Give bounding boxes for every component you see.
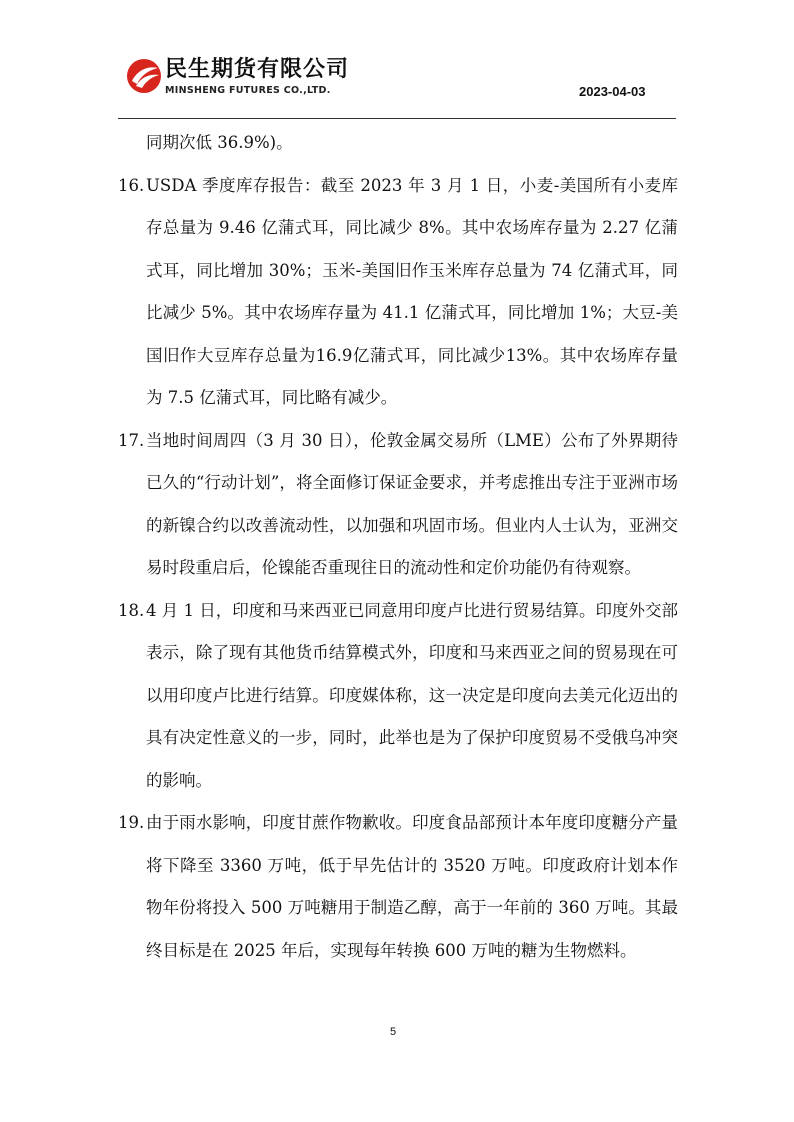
company-logo — [125, 57, 365, 101]
report-date: 2023-04-03 — [579, 84, 646, 99]
item-text: USDA 季度库存报告：截至 2023 年 3 月 1 日，小麦-美国所有小麦库存总量为 9.46 亿蒲式耳，同比减少 8%。其中农场库存量为 2.27 亿蒲式耳，同比增加 30%；玉米-美国旧作玉米库存总量为 74 亿蒲式耳，同比减少 5%。其中农场库存量为 41.1 亿蒲式耳，同比增加 1%；大豆-美国旧作大豆库存总量为16.9亿蒲式耳，同比减少13%。其中农场库存量为 7.5 亿蒲式耳，同比略有减少。 — [146, 175, 678, 407]
document-body — [118, 122, 678, 972]
continuation-paragraph — [118, 122, 678, 165]
item-number: 17. — [118, 430, 145, 450]
page-number: 5 — [390, 1026, 397, 1038]
company-name-cn: 民生期货有限公司 — [165, 57, 350, 82]
minsheng-logo-icon — [125, 57, 163, 95]
item-number: 19. — [118, 813, 145, 832]
item-text: 由于雨水影响，印度甘蔗作物歉收。印度食品部预计本年度印度糖分产量将下降至 3360 万吨，低于早先估计的 3520 万吨。印度政府计划本作物年份将投入 500 万吨糖用于制造乙醇，高于一年前的 360 万吨。其最终目标是在 2025 年后，实现每年转换 600 万吨的糖为生物燃料。 — [146, 813, 678, 960]
item-text: 4 月 1 日，印度和马来西亚已同意用印度卢比进行贸易结算。印度外交部表示，除了现有其他货币结算模式外，印度和马来西亚之间的贸易现在可以用印度卢比进行结算。印度媒体称，这一决定是印度向去美元化迈出的具有决定性意义的一步，同时，此举也是为了保护印度贸易不受俄乌冲突的影响。 — [146, 600, 678, 790]
item-number: 18. — [118, 600, 145, 620]
list-item — [118, 802, 678, 972]
list-item — [118, 165, 678, 420]
company-name-en: MINSHENG FUTURES CO.,LTD. — [165, 85, 331, 96]
paragraph-text: 同期次低 36.9%)。 — [146, 133, 293, 152]
list-item — [118, 590, 678, 803]
item-number: 16. — [118, 175, 145, 195]
item-text: 当地时间周四（3 月 30 日），伦敦金属交易所（LME）公布了外界期待已久的“行动计划”，将全面修订保证金要求，并考虑推出专注于亚洲市场的新镍合约以改善流动性，以加强和巩固市场。但业内人士认为，亚洲交易时段重启后，伦镍能否重现往日的流动性和定价功能仍有待观察。 — [146, 430, 678, 577]
page-header — [0, 0, 794, 122]
list-item — [118, 420, 678, 590]
header-divider — [118, 118, 676, 119]
